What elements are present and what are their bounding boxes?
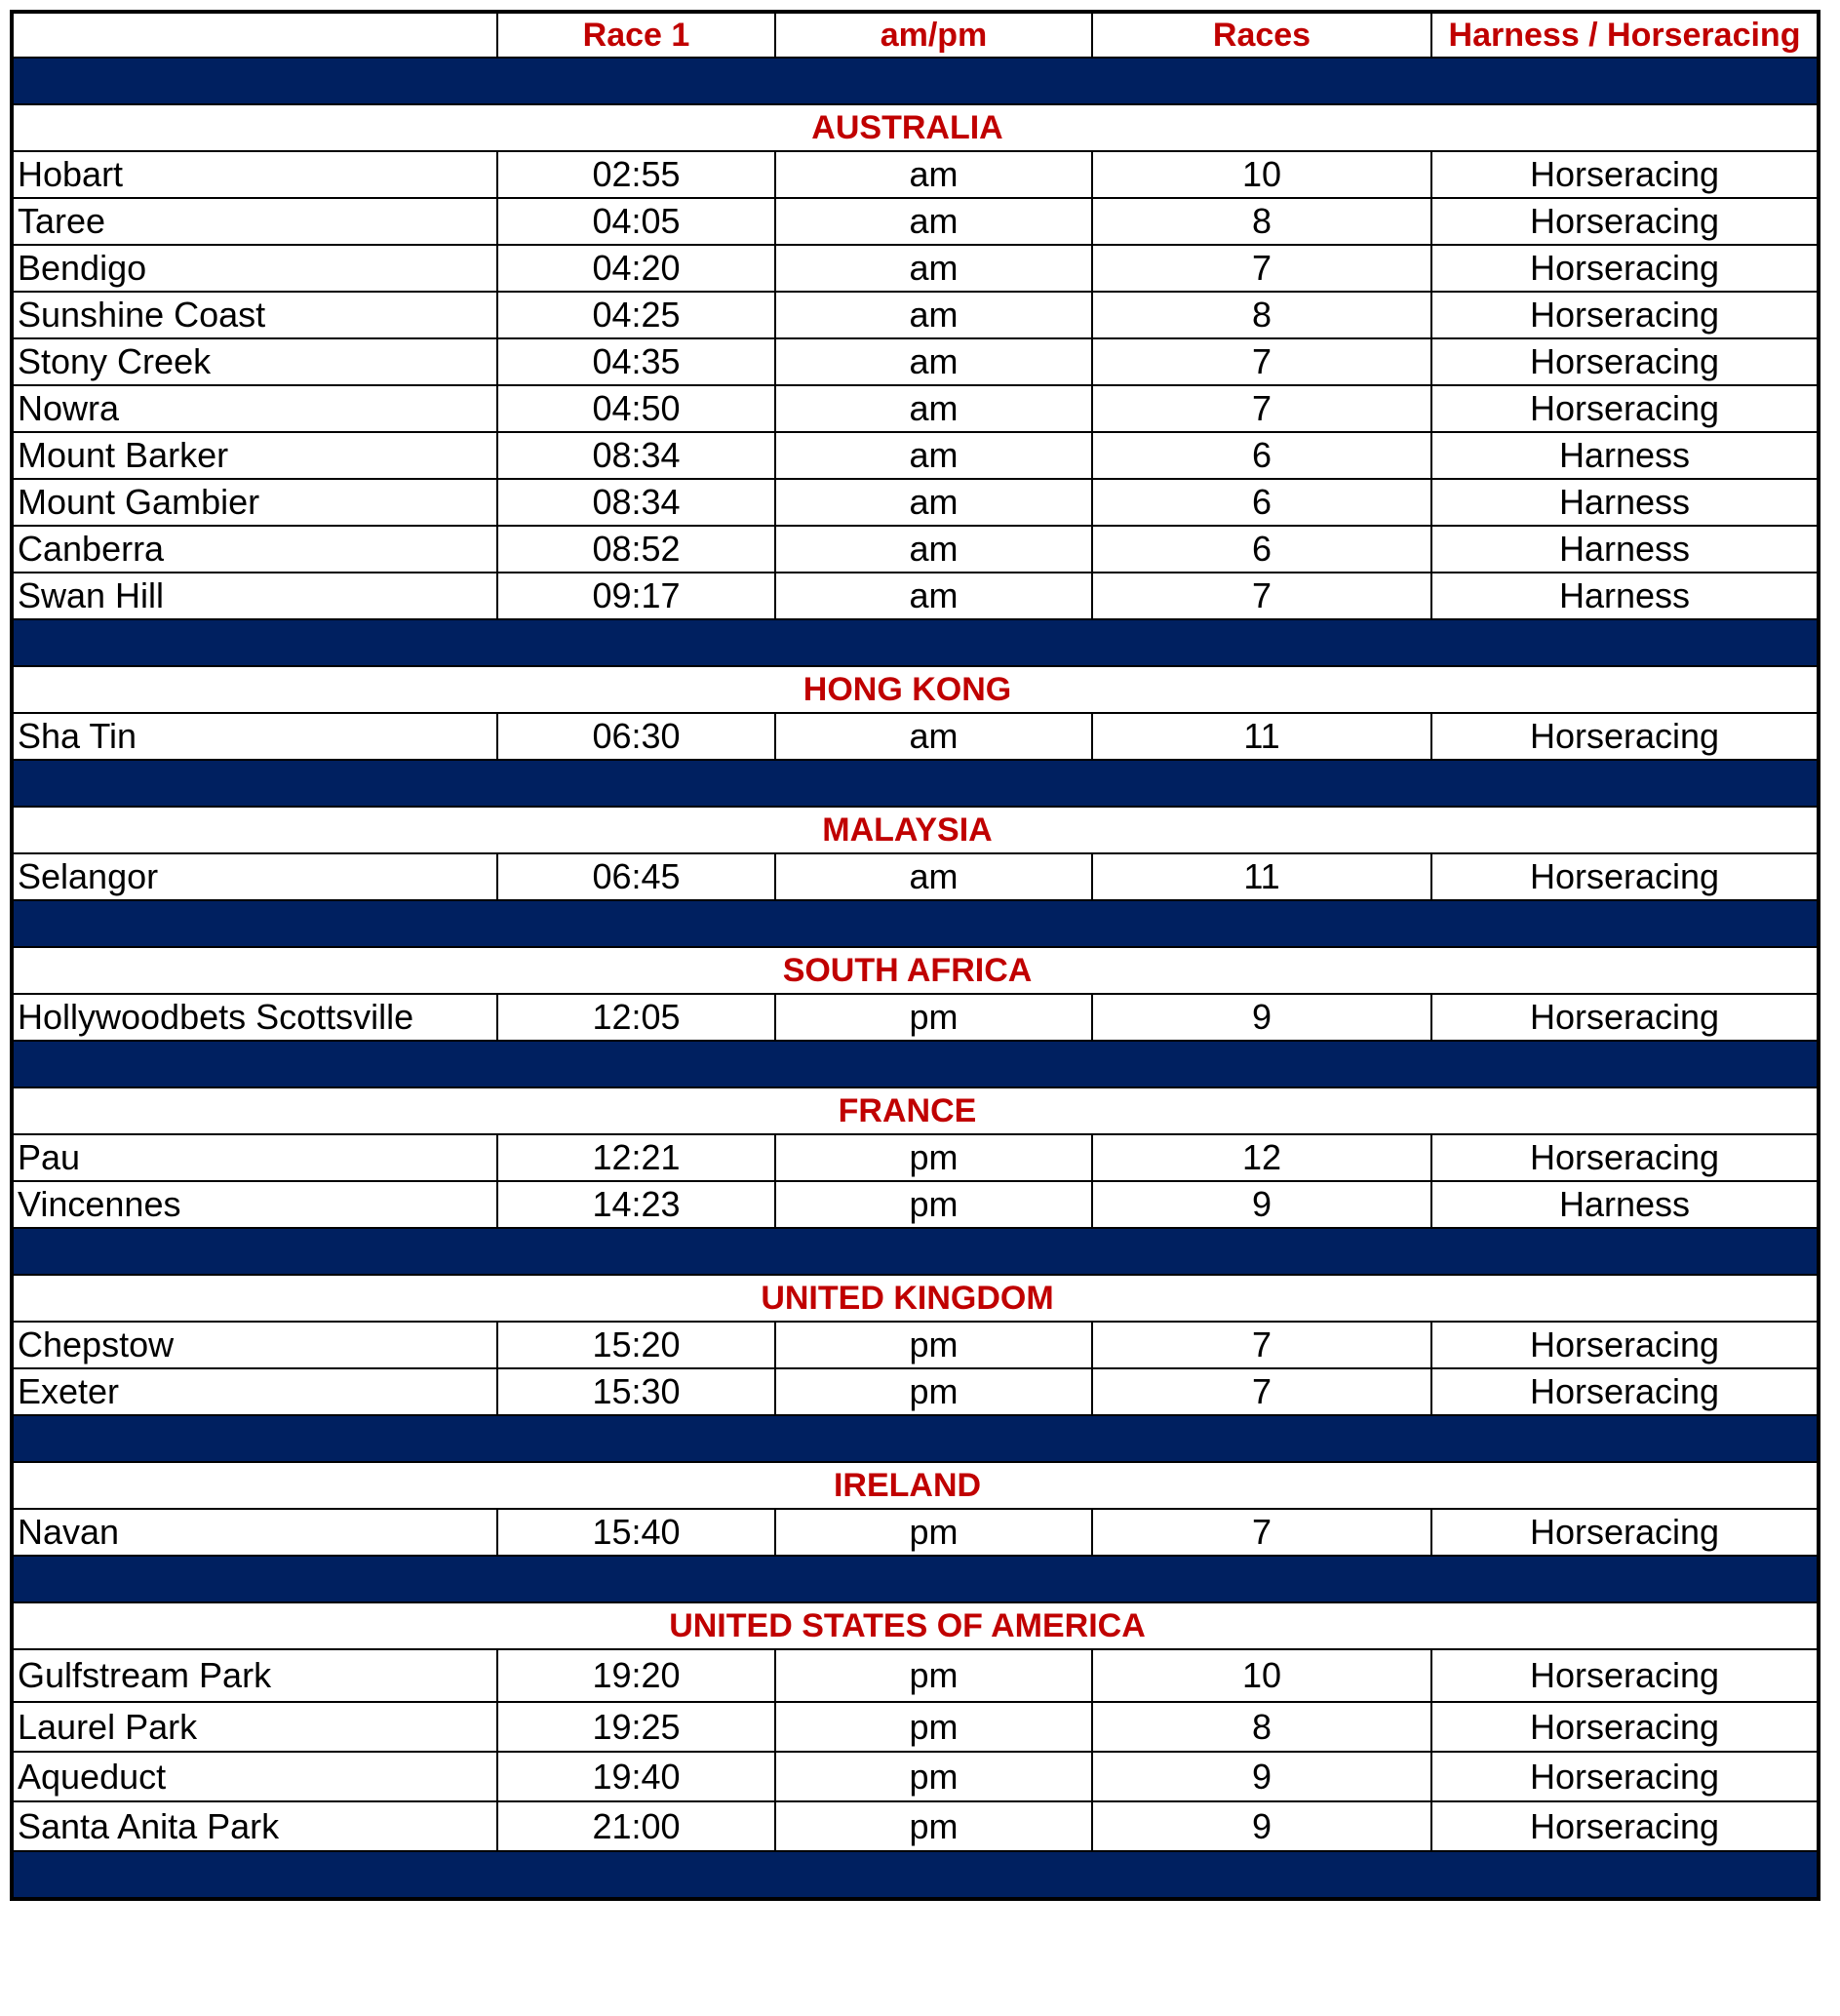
races-count-cell: 9 bbox=[1093, 1182, 1432, 1227]
race-type-cell: Horseracing bbox=[1529, 1371, 1720, 1411]
race-type-cell: Horseracing bbox=[1529, 1756, 1720, 1797]
venue-cell: Sunshine Coast bbox=[14, 293, 498, 337]
ampm-cell: pm bbox=[776, 1135, 1093, 1180]
race-type-cell: Horseracing bbox=[1529, 1706, 1720, 1747]
races-count-cell: 8 bbox=[1093, 1703, 1432, 1751]
race-type-cell: Harness bbox=[1558, 529, 1691, 569]
ampm-cell: am bbox=[776, 339, 1093, 384]
venue-cell: Mount Gambier bbox=[14, 480, 498, 525]
ampm-cell: am bbox=[776, 246, 1093, 291]
venue-cell: Vincennes bbox=[14, 1182, 498, 1227]
venue-cell: Chepstow bbox=[14, 1323, 498, 1367]
venue-cell: Stony Creek bbox=[14, 339, 498, 384]
ampm-cell: am bbox=[776, 386, 1093, 431]
table-row bbox=[14, 1510, 1817, 1557]
race-type-cell: Horseracing bbox=[1529, 154, 1720, 194]
region-heading-row bbox=[14, 1463, 1817, 1510]
race1-time-cell: 04:25 bbox=[498, 293, 776, 337]
ampm-cell: am bbox=[776, 527, 1093, 572]
ampm-cell: pm bbox=[776, 995, 1093, 1040]
header-races: Races bbox=[1093, 14, 1432, 57]
ampm-cell: pm bbox=[776, 1369, 1093, 1414]
region-heading: FRANCE bbox=[838, 1091, 977, 1129]
venue-cell: Taree bbox=[14, 199, 498, 244]
venue-cell: Gulfstream Park bbox=[14, 1650, 498, 1701]
table-row bbox=[14, 1650, 1817, 1703]
race1-time-cell: 19:25 bbox=[498, 1703, 776, 1751]
table-row bbox=[14, 1323, 1817, 1369]
section-divider-band bbox=[14, 59, 1817, 105]
race-type-cell: Horseracing bbox=[1529, 1805, 1720, 1846]
race-type-cell: Horseracing bbox=[1529, 388, 1720, 428]
race-type-cell: Horseracing bbox=[1529, 856, 1720, 896]
header-race1: Race 1 bbox=[498, 14, 776, 57]
ampm-cell: pm bbox=[776, 1323, 1093, 1367]
venue-cell: Mount Barker bbox=[14, 433, 498, 478]
region-heading-row bbox=[14, 808, 1817, 854]
section-divider-band bbox=[14, 901, 1817, 948]
race1-time-cell: 15:40 bbox=[498, 1510, 776, 1555]
venue-cell: Laurel Park bbox=[14, 1703, 498, 1751]
races-count-cell: 10 bbox=[1093, 152, 1432, 197]
ampm-cell: am bbox=[776, 152, 1093, 197]
races-count-cell: 6 bbox=[1093, 433, 1432, 478]
race1-time-cell: 21:00 bbox=[498, 1802, 776, 1850]
ampm-cell: am bbox=[776, 293, 1093, 337]
table-row bbox=[14, 1135, 1817, 1182]
header-ampm: am/pm bbox=[776, 14, 1093, 57]
section-divider-band bbox=[14, 620, 1817, 667]
races-count-cell: 9 bbox=[1093, 1753, 1432, 1800]
table-row bbox=[14, 433, 1817, 480]
section-divider-band bbox=[14, 1416, 1817, 1463]
table-row bbox=[14, 573, 1817, 620]
race-type-cell: Horseracing bbox=[1529, 201, 1720, 241]
races-count-cell: 7 bbox=[1093, 1323, 1432, 1367]
race-schedule-table bbox=[10, 10, 1820, 1901]
venue-cell: Swan Hill bbox=[14, 573, 498, 618]
region-heading: AUSTRALIA bbox=[811, 108, 1003, 146]
ampm-cell: am bbox=[776, 480, 1093, 525]
table-row bbox=[14, 199, 1817, 246]
races-count-cell: 6 bbox=[1093, 527, 1432, 572]
race1-time-cell: 02:55 bbox=[498, 152, 776, 197]
races-count-cell: 11 bbox=[1093, 854, 1432, 899]
table-row bbox=[14, 1753, 1817, 1802]
races-count-cell: 7 bbox=[1093, 246, 1432, 291]
ampm-cell: am bbox=[776, 714, 1093, 759]
region-heading: MALAYSIA bbox=[822, 810, 993, 849]
region-heading: IRELAND bbox=[833, 1466, 982, 1504]
region-heading: HONG KONG bbox=[803, 670, 1012, 708]
table-row bbox=[14, 480, 1817, 527]
race-type-cell: Horseracing bbox=[1529, 997, 1720, 1037]
header-type: Harness / Horseracing bbox=[1448, 16, 1801, 54]
region-heading: SOUTH AFRICA bbox=[782, 951, 1033, 989]
region-heading: UNITED STATES OF AMERICA bbox=[669, 1606, 1146, 1644]
table-row bbox=[14, 527, 1817, 573]
race1-time-cell: 06:30 bbox=[498, 714, 776, 759]
venue-cell: Santa Anita Park bbox=[14, 1802, 498, 1850]
table-row bbox=[14, 293, 1817, 339]
region-heading-row bbox=[14, 1603, 1817, 1650]
table-row bbox=[14, 854, 1817, 901]
race-type-cell: Harness bbox=[1558, 435, 1691, 475]
ampm-cell: pm bbox=[776, 1703, 1093, 1751]
venue-cell: Hollywoodbets Scottsville bbox=[14, 995, 498, 1040]
table-row bbox=[14, 1703, 1817, 1753]
race-type-cell: Horseracing bbox=[1529, 1137, 1720, 1177]
table-header-row bbox=[14, 14, 1817, 59]
venue-cell: Navan bbox=[14, 1510, 498, 1555]
venue-cell: Exeter bbox=[14, 1369, 498, 1414]
race1-time-cell: 06:45 bbox=[498, 854, 776, 899]
ampm-cell: pm bbox=[776, 1802, 1093, 1850]
section-divider-band bbox=[14, 1557, 1817, 1603]
table-row bbox=[14, 246, 1817, 293]
ampm-cell: pm bbox=[776, 1650, 1093, 1701]
races-count-cell: 8 bbox=[1093, 199, 1432, 244]
race1-time-cell: 04:20 bbox=[498, 246, 776, 291]
venue-cell: Hobart bbox=[14, 152, 498, 197]
section-divider-band bbox=[14, 1852, 1817, 1897]
table-row bbox=[14, 152, 1817, 199]
race-type-cell: Horseracing bbox=[1529, 295, 1720, 335]
ampm-cell: am bbox=[776, 573, 1093, 618]
region-heading-row bbox=[14, 948, 1817, 995]
race1-time-cell: 12:05 bbox=[498, 995, 776, 1040]
races-count-cell: 11 bbox=[1093, 714, 1432, 759]
region-heading-row bbox=[14, 1276, 1817, 1323]
header-venue bbox=[14, 14, 498, 57]
races-count-cell: 10 bbox=[1093, 1650, 1432, 1701]
races-count-cell: 7 bbox=[1093, 1369, 1432, 1414]
venue-cell: Sha Tin bbox=[14, 714, 498, 759]
table-row bbox=[14, 1369, 1817, 1416]
race1-time-cell: 08:34 bbox=[498, 480, 776, 525]
races-count-cell: 12 bbox=[1093, 1135, 1432, 1180]
section-divider-band bbox=[14, 1042, 1817, 1088]
races-count-cell: 9 bbox=[1093, 1802, 1432, 1850]
venue-cell: Bendigo bbox=[14, 246, 498, 291]
ampm-cell: am bbox=[776, 433, 1093, 478]
race-type-cell: Harness bbox=[1558, 575, 1691, 615]
table-row bbox=[14, 714, 1817, 761]
races-count-cell: 7 bbox=[1093, 386, 1432, 431]
races-count-cell: 7 bbox=[1093, 573, 1432, 618]
venue-cell: Aqueduct bbox=[14, 1753, 498, 1800]
race1-time-cell: 04:05 bbox=[498, 199, 776, 244]
venue-cell: Pau bbox=[14, 1135, 498, 1180]
table-row bbox=[14, 1182, 1817, 1229]
venue-cell: Canberra bbox=[14, 527, 498, 572]
race1-time-cell: 14:23 bbox=[498, 1182, 776, 1227]
section-divider-band bbox=[14, 1229, 1817, 1276]
races-count-cell: 8 bbox=[1093, 293, 1432, 337]
race-type-cell: Horseracing bbox=[1529, 341, 1720, 381]
race1-time-cell: 19:20 bbox=[498, 1650, 776, 1701]
race1-time-cell: 04:50 bbox=[498, 386, 776, 431]
venue-cell: Nowra bbox=[14, 386, 498, 431]
ampm-cell: pm bbox=[776, 1753, 1093, 1800]
race1-time-cell: 19:40 bbox=[498, 1753, 776, 1800]
venue-cell: Selangor bbox=[14, 854, 498, 899]
ampm-cell: pm bbox=[776, 1510, 1093, 1555]
race-type-cell: Horseracing bbox=[1529, 1324, 1720, 1364]
region-heading: UNITED KINGDOM bbox=[761, 1279, 1054, 1317]
race-type-cell: Horseracing bbox=[1529, 1512, 1720, 1552]
races-count-cell: 7 bbox=[1093, 339, 1432, 384]
race-type-cell: Harness bbox=[1558, 1184, 1691, 1224]
region-heading-row bbox=[14, 1088, 1817, 1135]
table-row bbox=[14, 386, 1817, 433]
race-type-cell: Horseracing bbox=[1529, 1655, 1720, 1695]
ampm-cell: am bbox=[776, 199, 1093, 244]
race1-time-cell: 12:21 bbox=[498, 1135, 776, 1180]
ampm-cell: am bbox=[776, 854, 1093, 899]
race-type-cell: Harness bbox=[1558, 482, 1691, 522]
race1-time-cell: 08:34 bbox=[498, 433, 776, 478]
race-type-cell: Horseracing bbox=[1529, 248, 1720, 288]
table-row bbox=[14, 995, 1817, 1042]
race1-time-cell: 09:17 bbox=[498, 573, 776, 618]
race1-time-cell: 15:30 bbox=[498, 1369, 776, 1414]
table-row bbox=[14, 339, 1817, 386]
ampm-cell: pm bbox=[776, 1182, 1093, 1227]
table-row bbox=[14, 1802, 1817, 1852]
race1-time-cell: 08:52 bbox=[498, 527, 776, 572]
race1-time-cell: 04:35 bbox=[498, 339, 776, 384]
races-count-cell: 6 bbox=[1093, 480, 1432, 525]
section-divider-band bbox=[14, 761, 1817, 808]
race1-time-cell: 15:20 bbox=[498, 1323, 776, 1367]
races-count-cell: 9 bbox=[1093, 995, 1432, 1040]
races-count-cell: 7 bbox=[1093, 1510, 1432, 1555]
region-heading-row bbox=[14, 105, 1817, 152]
region-heading-row bbox=[14, 667, 1817, 714]
race-type-cell: Horseracing bbox=[1529, 716, 1720, 756]
